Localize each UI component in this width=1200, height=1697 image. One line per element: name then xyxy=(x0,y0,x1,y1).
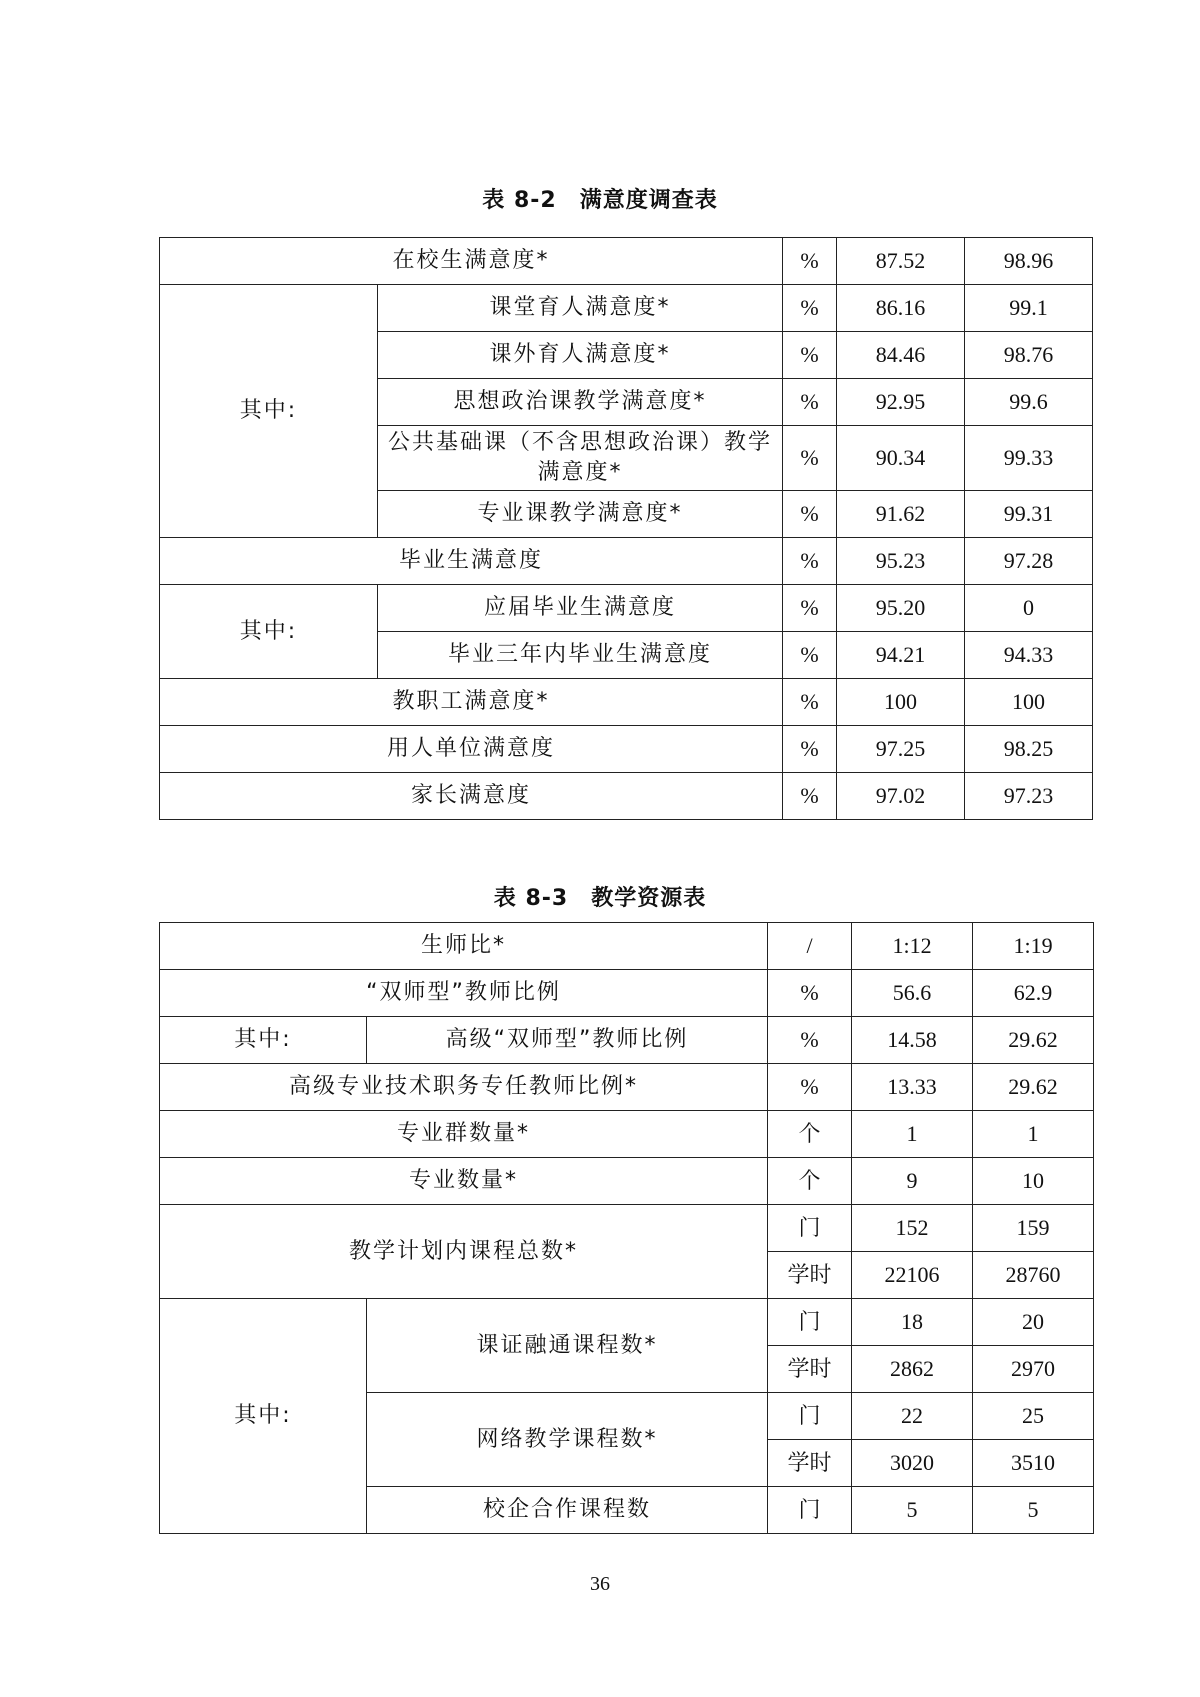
value-cell: 9 xyxy=(852,1158,973,1205)
value-cell: 97.25 xyxy=(837,726,965,773)
row-label: 教学计划内课程总数* xyxy=(160,1205,768,1299)
value-cell: 1 xyxy=(973,1111,1094,1158)
value-cell: 20 xyxy=(973,1299,1094,1346)
value-cell: 13.33 xyxy=(852,1064,973,1111)
unit-cell: % xyxy=(783,679,837,726)
value-cell: 29.62 xyxy=(973,1017,1094,1064)
unit-cell: 门 xyxy=(768,1393,852,1440)
value-cell: 95.23 xyxy=(837,538,965,585)
row-label: 校企合作课程数 xyxy=(367,1487,768,1534)
value-cell: 3020 xyxy=(852,1440,973,1487)
value-cell: 3510 xyxy=(973,1440,1094,1487)
table-row xyxy=(160,1205,1094,1252)
value-cell: 10 xyxy=(973,1158,1094,1205)
group-label: 其中: xyxy=(160,1017,367,1064)
value-cell: 62.9 xyxy=(973,970,1094,1017)
row-label: 思想政治课教学满意度* xyxy=(378,379,783,426)
unit-cell: % xyxy=(783,491,837,538)
unit-cell: 个 xyxy=(768,1111,852,1158)
unit-cell: % xyxy=(768,1017,852,1064)
unit-cell: % xyxy=(783,238,837,285)
row-label: 用人单位满意度 xyxy=(160,726,783,773)
value-cell: 84.46 xyxy=(837,332,965,379)
unit-cell: % xyxy=(783,285,837,332)
row-label: 应届毕业生满意度 xyxy=(378,585,783,632)
row-label: 专业数量* xyxy=(160,1158,768,1205)
value-cell: 22106 xyxy=(852,1252,973,1299)
page-number: 36 xyxy=(590,1573,610,1595)
value-cell: 87.52 xyxy=(837,238,965,285)
value-cell: 2970 xyxy=(973,1346,1094,1393)
unit-cell: 门 xyxy=(768,1487,852,1534)
row-label: 课外育人满意度* xyxy=(378,332,783,379)
unit-cell: % xyxy=(783,585,837,632)
value-cell: 94.33 xyxy=(965,632,1093,679)
row-label: 生师比* xyxy=(160,923,768,970)
unit-cell: % xyxy=(783,332,837,379)
unit-cell: 门 xyxy=(768,1299,852,1346)
value-cell: 92.95 xyxy=(837,379,965,426)
unit-cell: % xyxy=(783,538,837,585)
table-row xyxy=(160,773,1093,820)
table-row xyxy=(160,585,1093,632)
value-cell: 159 xyxy=(973,1205,1094,1252)
row-label: 在校生满意度* xyxy=(160,238,783,285)
unit-cell: / xyxy=(768,923,852,970)
table-row xyxy=(160,679,1093,726)
row-label: 家长满意度 xyxy=(160,773,783,820)
value-cell: 94.21 xyxy=(837,632,965,679)
table-caption-satisfaction: 表 8-2 满意度调查表 xyxy=(482,188,718,213)
row-label: 网络教学课程数* xyxy=(367,1393,768,1487)
value-cell: 90.34 xyxy=(837,426,965,491)
group-label: 其中: xyxy=(160,285,378,538)
value-cell: 22 xyxy=(852,1393,973,1440)
value-cell: 18 xyxy=(852,1299,973,1346)
unit-cell: % xyxy=(768,1064,852,1111)
value-cell: 97.02 xyxy=(837,773,965,820)
table-row xyxy=(160,923,1094,970)
table-row xyxy=(160,238,1093,285)
value-cell: 1 xyxy=(852,1111,973,1158)
row-label: 教职工满意度* xyxy=(160,679,783,726)
value-cell: 97.23 xyxy=(965,773,1093,820)
row-label: 课堂育人满意度* xyxy=(378,285,783,332)
value-cell: 99.1 xyxy=(965,285,1093,332)
group-label: 其中: xyxy=(160,1299,367,1534)
unit-cell: % xyxy=(783,632,837,679)
table-row xyxy=(160,1064,1094,1111)
value-cell: 28760 xyxy=(973,1252,1094,1299)
unit-cell: 学时 xyxy=(768,1346,852,1393)
row-label: 毕业三年内毕业生满意度 xyxy=(378,632,783,679)
unit-cell: 学时 xyxy=(768,1252,852,1299)
row-label: 高级“双师型”教师比例 xyxy=(367,1017,768,1064)
satisfaction-table xyxy=(159,237,1093,820)
table-row xyxy=(160,285,1093,332)
table-row xyxy=(160,1017,1094,1064)
row-label: 专业群数量* xyxy=(160,1111,768,1158)
value-cell: 14.58 xyxy=(852,1017,973,1064)
value-cell: 98.25 xyxy=(965,726,1093,773)
table-caption-teaching-resources: 表 8-3 教学资源表 xyxy=(493,886,707,911)
unit-cell: 门 xyxy=(768,1205,852,1252)
row-label: 公共基础课（不含思想政治课）教学满意度* xyxy=(378,426,783,491)
value-cell: 2862 xyxy=(852,1346,973,1393)
value-cell: 152 xyxy=(852,1205,973,1252)
value-cell: 99.31 xyxy=(965,491,1093,538)
value-cell: 29.62 xyxy=(973,1064,1094,1111)
value-cell: 1:12 xyxy=(852,923,973,970)
teaching-resources-table xyxy=(159,922,1094,1534)
value-cell: 98.96 xyxy=(965,238,1093,285)
value-cell: 0 xyxy=(965,585,1093,632)
table-row xyxy=(160,1111,1094,1158)
value-cell: 86.16 xyxy=(837,285,965,332)
row-label: 课证融通课程数* xyxy=(367,1299,768,1393)
row-label: 毕业生满意度 xyxy=(160,538,783,585)
value-cell: 1:19 xyxy=(973,923,1094,970)
unit-cell: % xyxy=(783,379,837,426)
value-cell: 99.6 xyxy=(965,379,1093,426)
row-label: “双师型”教师比例 xyxy=(160,970,768,1017)
unit-cell: % xyxy=(768,970,852,1017)
unit-cell: % xyxy=(783,426,837,491)
value-cell: 5 xyxy=(973,1487,1094,1534)
table-row xyxy=(160,538,1093,585)
unit-cell: % xyxy=(783,726,837,773)
group-label: 其中: xyxy=(160,585,378,679)
unit-cell: % xyxy=(783,773,837,820)
table-row xyxy=(160,726,1093,773)
value-cell: 25 xyxy=(973,1393,1094,1440)
value-cell: 99.33 xyxy=(965,426,1093,491)
value-cell: 100 xyxy=(965,679,1093,726)
value-cell: 100 xyxy=(837,679,965,726)
unit-cell: 个 xyxy=(768,1158,852,1205)
value-cell: 5 xyxy=(852,1487,973,1534)
value-cell: 56.6 xyxy=(852,970,973,1017)
unit-cell: 学时 xyxy=(768,1440,852,1487)
value-cell: 95.20 xyxy=(837,585,965,632)
row-label: 专业课教学满意度* xyxy=(378,491,783,538)
row-label: 高级专业技术职务专任教师比例* xyxy=(160,1064,768,1111)
value-cell: 91.62 xyxy=(837,491,965,538)
table-row xyxy=(160,970,1094,1017)
value-cell: 98.76 xyxy=(965,332,1093,379)
table-row xyxy=(160,1158,1094,1205)
table-row xyxy=(160,1299,1094,1346)
value-cell: 97.28 xyxy=(965,538,1093,585)
